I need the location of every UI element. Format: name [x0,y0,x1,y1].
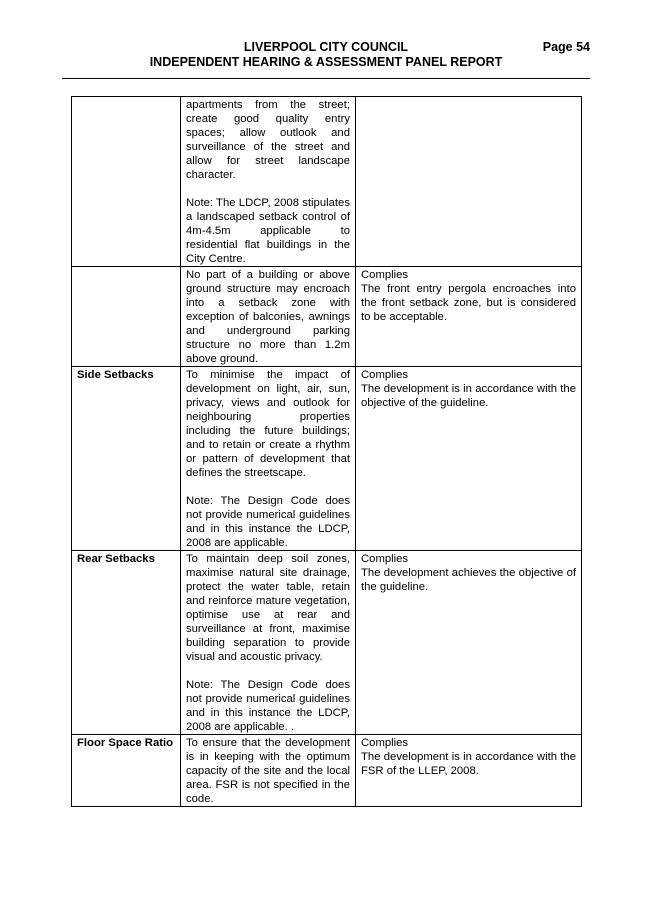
requirement-text: apartments from the street; create good quality entry spaces; allow outlook and surveillance of the street and allow for street landscape character. [186,99,350,181]
report-header [62,40,590,69]
requirement-note: Note: The Design Code does not provide numerical guidelines and in this instance the LDCP, 2008 are applicable. . [186,679,350,733]
compliance-comment: The front entry pergola encroaches into the front setback zone, but is considered to be acceptable. [361,283,576,323]
requirement-text: To maintain deep soil zones, maximise natural site drainage, protect the water table, retain and reinforce mature vegetation, optimise use at rear and surveillance at front, maximise building separation to provide visual and acoustic privacy. [186,553,350,663]
report-title: INDEPENDENT HEARING & ASSESSMENT PANEL REPORT [149,55,503,69]
table-row [72,551,582,735]
control-label: Floor Space Ratio [72,735,181,807]
compliance-comment: The development is in accordance with the FSR of the LLEP, 2008. [361,751,576,777]
compliance-comment: The development is in accordance with the objective of the guideline. [361,383,576,409]
control-label: Rear Setbacks [72,551,181,735]
control-label [72,267,181,367]
table-row [72,367,582,551]
requirement-note: Note: The Design Code does not provide numerical guidelines and in this instance the LDCP, 2008 are applicable. [186,495,350,549]
compliance-status: Complies [361,269,409,281]
page-number: Page 54 [542,40,590,54]
compliance-comment: The development achieves the objective of the guideline. [361,567,576,593]
council-name: LIVERPOOL CITY COUNCIL [243,40,409,54]
control-label [72,97,181,267]
compliance-table [71,96,582,807]
compliance-cell [356,367,582,551]
requirement-text: To minimise the impact of development on light, air, sun, privacy, views and outlook for neighbouring properties including the future buildings; and to retain or create a rhythm or pattern of development that defines the streetscape. [186,369,350,479]
requirement-cell [181,267,356,367]
requirement-cell [181,367,356,551]
requirement-cell [181,551,356,735]
requirement-text: No part of a building or above ground structure may encroach into a setback zone with exception of balconies, awnings and underground parking structure no more than 1.2m above ground. [186,269,350,365]
compliance-cell [356,551,582,735]
requirement-cell [181,735,356,807]
table-row [72,97,582,267]
requirement-cell [181,97,356,267]
compliance-status: Complies [361,553,409,565]
header-rule [62,78,590,79]
table-row [72,735,582,807]
compliance-cell [356,735,582,807]
requirement-text: To ensure that the development is in keeping with the optimum capacity of the site and the local area. FSR is not specified in the code. [186,737,350,805]
compliance-status: Complies [361,369,409,381]
compliance-cell [356,267,582,367]
table-row [72,267,582,367]
control-label: Side Setbacks [72,367,181,551]
requirement-note: Note: The LDCP, 2008 stipulates a landscaped setback control of 4m-4.5m applicable to residential flat buildings in the City Centre. [186,197,350,265]
compliance-cell [356,97,582,267]
compliance-status: Complies [361,737,409,749]
